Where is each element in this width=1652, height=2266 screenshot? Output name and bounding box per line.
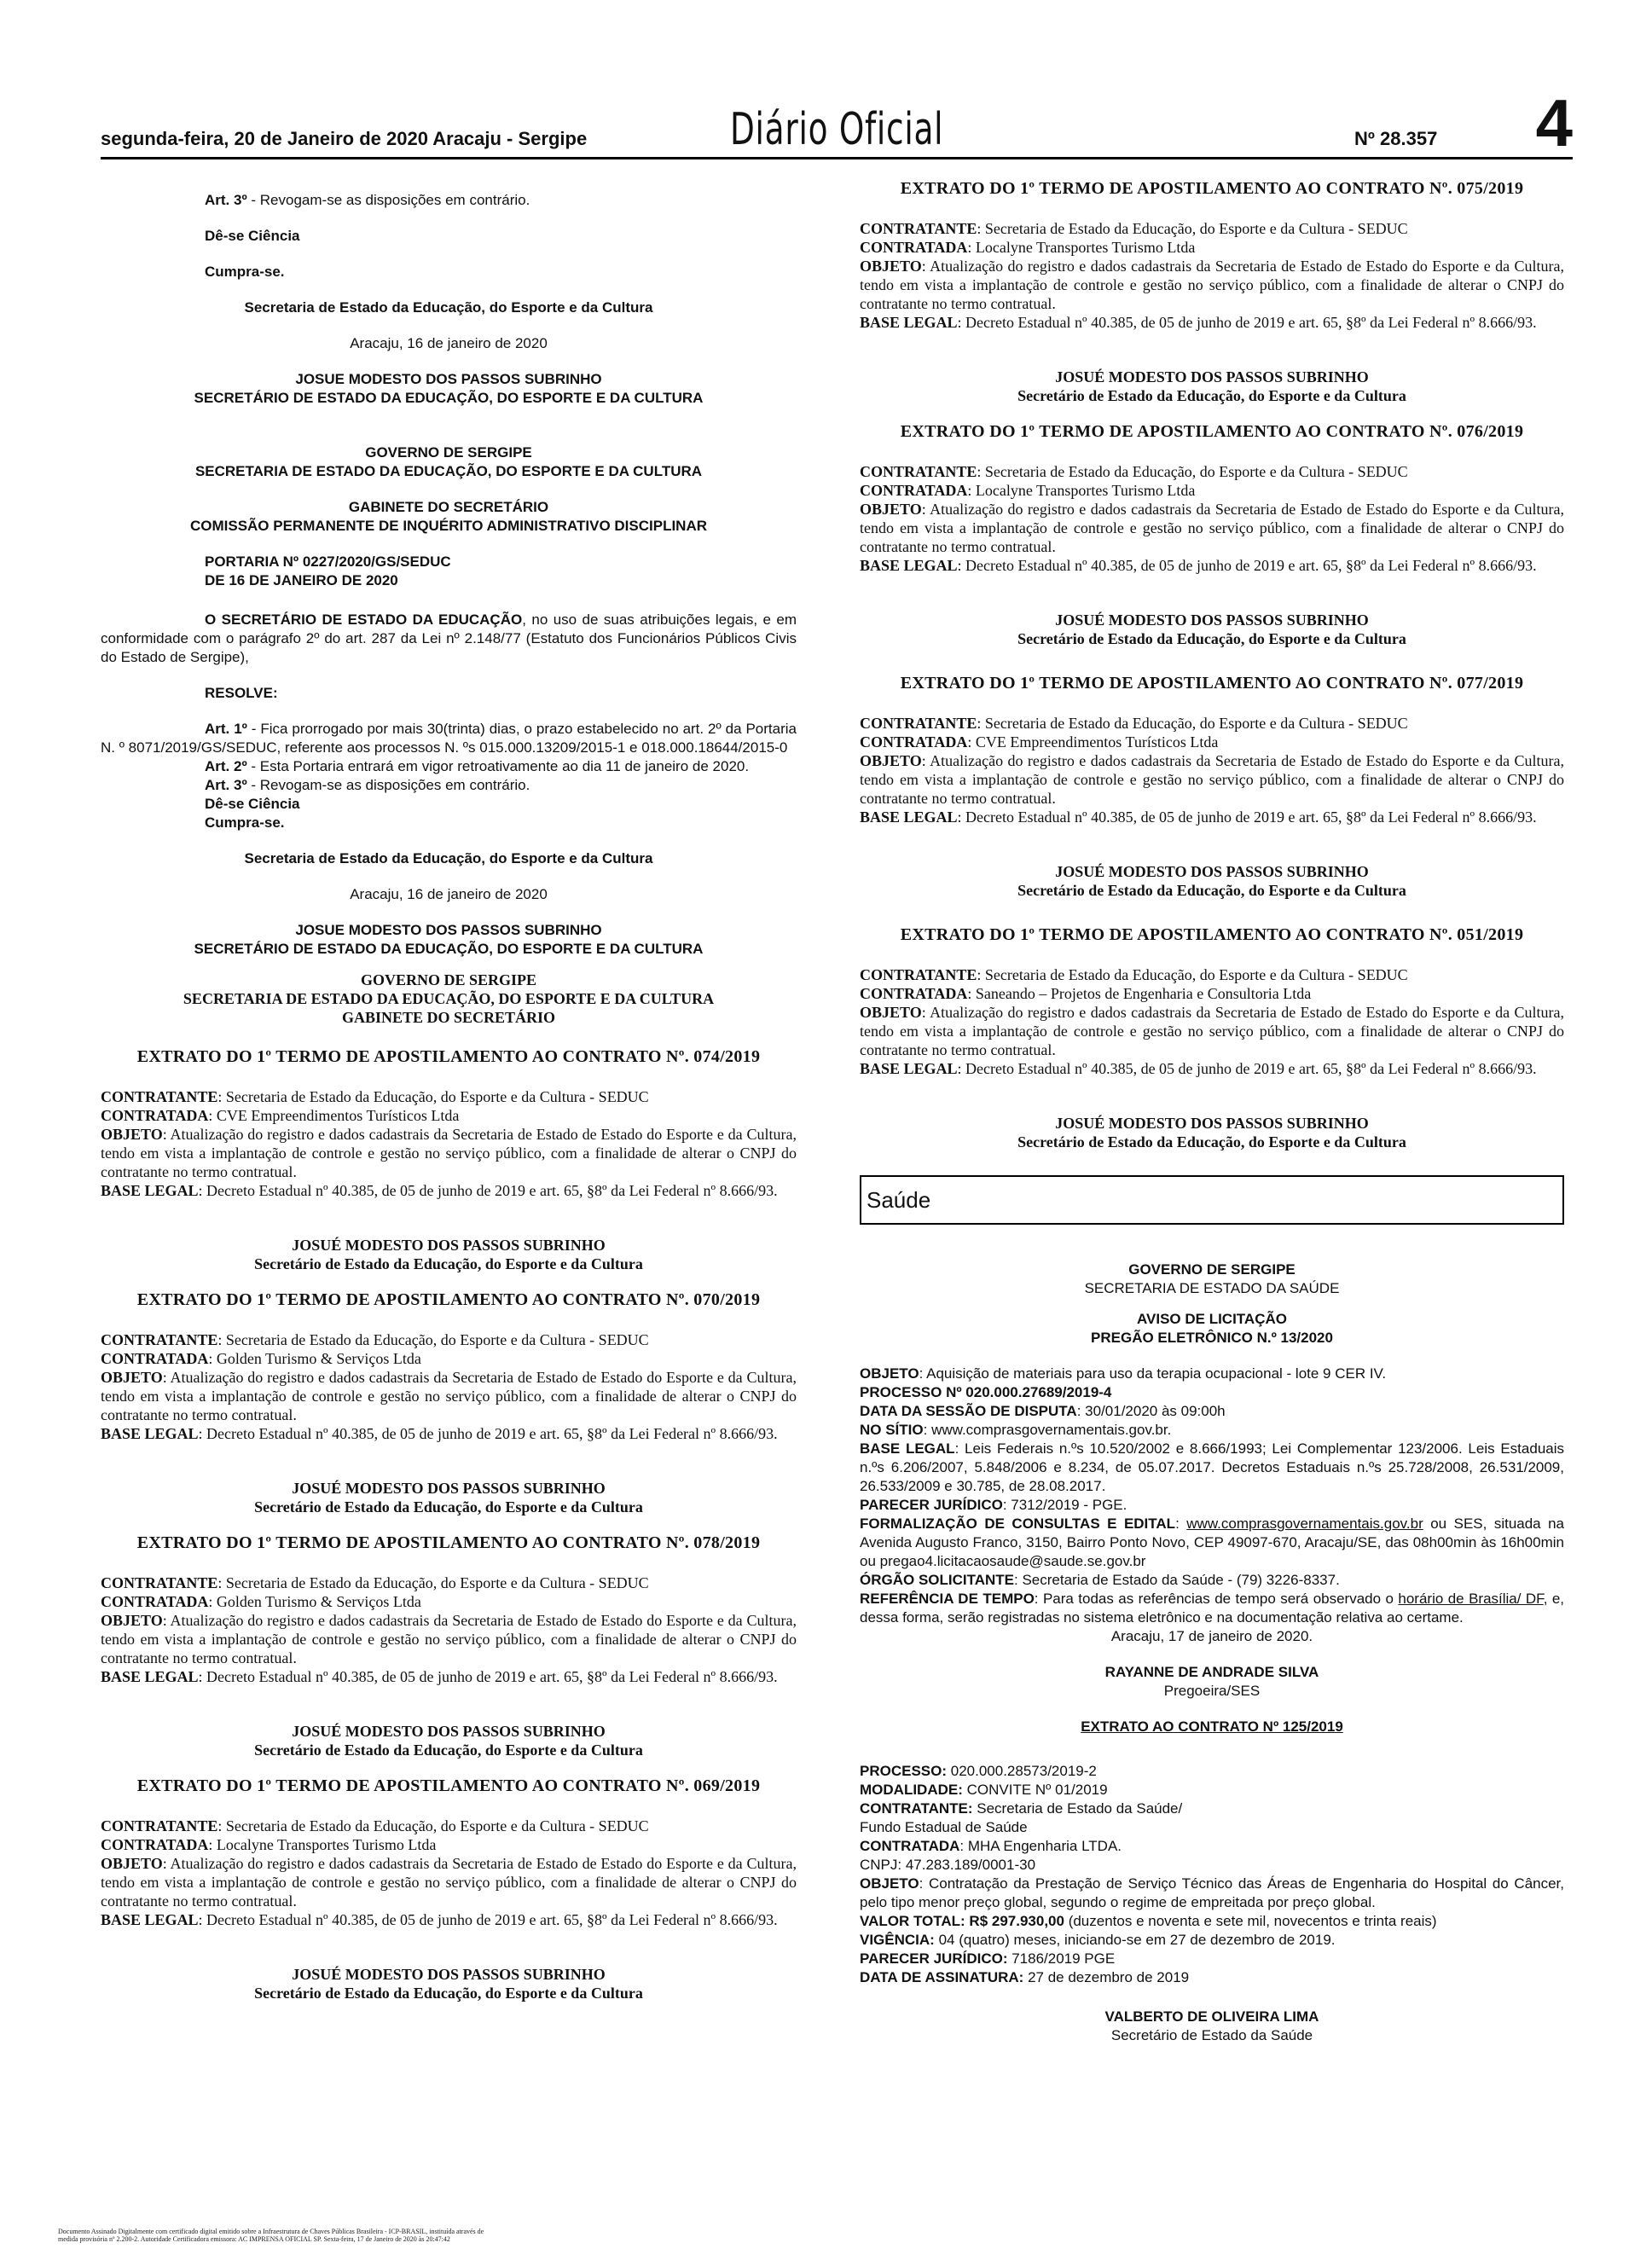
contratada-value: : Golden Turismo & Serviços Ltda [208, 1350, 421, 1367]
e-valor-line [860, 1912, 1564, 1931]
de-se-ciencia: Dê-se Ciência [205, 228, 300, 244]
contratante-label: CONTRATANTE [860, 715, 977, 732]
referencia-line [860, 1590, 1564, 1627]
contratada-line [860, 238, 1564, 257]
e-parecer-value: 7186/2019 PGE [1007, 1950, 1116, 1967]
art3-text: - Revogam-se as disposições em contrário. [246, 192, 530, 208]
contratante-value: : Secretaria de Estado da Educação, do Esporte e da Cultura - SEDUC [977, 715, 1408, 732]
contratante-line [860, 714, 1564, 733]
base-legal-label: BASE LEGAL [101, 1182, 199, 1199]
extrato-title: EXTRATO DO 1º TERMO DE APOSTILAMENTO AO CONTRATO Nº. 069/2019 [136, 1776, 761, 1795]
processo-line: PROCESSO Nº 020.000.27689/2019-4 [860, 1384, 1112, 1400]
art3-text-2: - Revogam-se as disposições em contrário. [246, 777, 530, 793]
left-column [101, 179, 797, 2002]
objeto-label: OBJETO [101, 1855, 163, 1872]
objeto-label: OBJETO [101, 1126, 163, 1143]
resolve-heading: RESOLVE: [205, 685, 278, 701]
licitacao-body [860, 1365, 1564, 1646]
e-modalidade-label: MODALIDADE: [860, 1782, 963, 1798]
formalizacao-value: ou SES, situada na Avenida Augusto Franco, 3150, Bairro Ponto Novo, CEP 49097-670, Aracaju/SE, das 08h00min às 16h00min ou pregao4.licitacaosaude@saude.se.gov.br [860, 1515, 1565, 1569]
objeto-line [101, 1854, 797, 1910]
art1-paragraph [101, 720, 797, 757]
contratada-label: CONTRATADA [860, 482, 968, 499]
contratada-line [860, 733, 1564, 751]
e-cnpj-line: CNPJ: 47.283.189/0001-30 [860, 1857, 1036, 1873]
saude-gov: GOVERNO DE SERGIPE [1128, 1261, 1296, 1278]
gov-heading: GOVERNO DE SERGIPE [365, 444, 532, 461]
extrato-signature-name: JOSUÉ MODESTO DOS PASSOS SUBRINHO [292, 1237, 606, 1254]
objeto-line [860, 257, 1564, 313]
extrato-signature-name: JOSUÉ MODESTO DOS PASSOS SUBRINHO [292, 1966, 606, 1983]
contratante-line [101, 1817, 797, 1835]
objeto-label: OBJETO [860, 501, 922, 518]
base-legal-value: : Decreto Estadual nº 40.385, de 05 de junho de 2019 e art. 65, §8º da Lei Federal nº 8.666/93. [957, 808, 1537, 826]
base-legal-line [101, 1910, 797, 1929]
contratada-label: CONTRATADA [101, 1107, 209, 1124]
referencia-pre: : Para todas as referências de tempo será observado o [1034, 1591, 1399, 1607]
contratante-label: CONTRATANTE [101, 1088, 218, 1105]
secretario-saude-name: VALBERTO DE OLIVEIRA LIMA [1104, 2008, 1319, 2025]
contratada-value: : Saneando – Projetos de Engenharia e Consultoria Ltda [967, 985, 1312, 1002]
pregoeira-title: Pregoeira/SES [1163, 1683, 1261, 1699]
signature-name-2: JOSUE MODESTO DOS PASSOS SUBRINHO [295, 922, 602, 938]
gab-heading: GABINETE DO SECRETÁRIO [348, 499, 549, 515]
signature-name: JOSUE MODESTO DOS PASSOS SUBRINHO [295, 371, 602, 387]
aviso-heading: AVISO DE LICITAÇÃO [1137, 1311, 1287, 1327]
contratada-label: CONTRATADA [860, 733, 968, 751]
extrato-body [860, 714, 1564, 826]
contratante-value: : Secretaria de Estado da Educação, do Esporte e da Cultura - SEDUC [217, 1574, 649, 1591]
contratante-value: : Secretaria de Estado da Educação, do Esporte e da Cultura - SEDUC [977, 966, 1408, 983]
extrato-body [101, 1817, 797, 1929]
contratante-line [101, 1330, 797, 1349]
e-vigencia-value: 04 (quatro) meses, iniciando-se em 27 de dezembro de 2019. [934, 1932, 1336, 1948]
objeto-value: : Atualização do registro e dados cadastrais da Secretaria de Estado de Estado do Esporte e da Cultura, tendo em vista a implantação de controle e gestão no serviço público, com a finalidade de alterar o CNPJ do contratante no termo contratual. [101, 1612, 797, 1666]
contratada-value: : Golden Turismo & Serviços Ltda [208, 1593, 421, 1610]
e-valor-value: (duzentos e noventa e sete mil, novecentos e trinta reais) [1064, 1913, 1437, 1929]
portaria-date: DE 16 DE JANEIRO DE 2020 [205, 572, 398, 588]
formalizacao-line [860, 1515, 1564, 1571]
contratante-value: : Secretaria de Estado da Educação, do Esporte e da Cultura - SEDUC [977, 463, 1408, 480]
base-legal-value: : Decreto Estadual nº 40.385, de 05 de junho de 2019 e art. 65, §8º da Lei Federal nº 8.666/93. [198, 1182, 778, 1199]
objeto-line [860, 1003, 1564, 1059]
e-contratada-line [860, 1837, 1564, 1856]
base-legal-line [860, 1059, 1564, 1078]
portaria-intro [101, 611, 797, 667]
e-processo-line [860, 1762, 1564, 1781]
objeto-label: OBJETO [860, 1365, 919, 1382]
objeto-value: : Atualização do registro e dados cadastrais da Secretaria de Estado de Estado do Esporte e da Cultura, tendo em vista a implantação de controle e gestão no serviço público, com a finalidade de alterar o CNPJ do contratante no termo contratual. [860, 258, 1564, 312]
extrato-signature-title: Secretário de Estado da Educação, do Esporte e da Cultura [1017, 882, 1406, 899]
right-column [860, 179, 1564, 2045]
contratante-label: CONTRATANTE [101, 1574, 218, 1591]
newspaper-title: Diário Oficial [730, 104, 944, 155]
base-legal-value: : Decreto Estadual nº 40.385, de 05 de junho de 2019 e art. 65, §8º da Lei Federal nº 8.666/93. [198, 1425, 778, 1442]
base-legal-label: BASE LEGAL [101, 1911, 199, 1928]
e-contratante-label: CONTRATANTE: [860, 1800, 973, 1817]
extrato-signature-name: JOSUÉ MODESTO DOS PASSOS SUBRINHO [1055, 611, 1369, 629]
objeto-line [860, 1365, 1564, 1383]
date-line: Aracaju, 16 de janeiro de 2020 [350, 335, 548, 351]
contratada-label: CONTRATADA [101, 1350, 209, 1367]
art3-label-2: Art. 3º [205, 777, 247, 793]
contratante-value: : Secretaria de Estado da Educação, do Esporte e da Cultura - SEDUC [217, 1088, 649, 1105]
date-line-2: Aracaju, 16 de janeiro de 2020 [350, 886, 548, 902]
contratada-value: : Localyne Transportes Turismo Ltda [967, 482, 1196, 499]
objeto-label: OBJETO [860, 752, 922, 769]
objeto-line [101, 1368, 797, 1424]
e-processo-label: PROCESSO: [860, 1763, 948, 1779]
saude-date: Aracaju, 17 de janeiro de 2020. [1110, 1628, 1313, 1644]
base-legal-label: BASE LEGAL [860, 557, 958, 574]
gab-heading-2: GABINETE DO SECRETÁRIO [341, 1009, 556, 1026]
contratada-value: : Localyne Transportes Turismo Ltda [208, 1836, 437, 1853]
orgao-label: ÓRGÃO SOLICITANTE [860, 1572, 1015, 1588]
contratada-value: : CVE Empreendimentos Turísticos Ltda [967, 733, 1219, 751]
extrato-title: EXTRATO DO 1º TERMO DE APOSTILAMENTO AO CONTRATO Nº. 077/2019 [900, 674, 1524, 693]
e-objeto-value: : Contratação da Prestação de Serviço Técnico das Áreas de Engenharia do Hospital do Câncer, pelo tipo menor preço global, segundo o regime de empreitada por preço global. [860, 1875, 1564, 1910]
contratada-value: : CVE Empreendimentos Turísticos Ltda [208, 1107, 460, 1124]
base-legal-value: : Decreto Estadual nº 40.385, de 05 de junho de 2019 e art. 65, §8º da Lei Federal nº 8.666/93. [198, 1668, 778, 1685]
objeto-label: OBJETO [101, 1612, 163, 1629]
contratante-line [860, 219, 1564, 238]
base-legal-line [860, 808, 1564, 826]
base-legal-value: : Leis Federais n.ºs 10.520/2002 e 8.666/1993; Lei Complementar 123/2006. Leis Estaduais n.ºs 6.206/2007, 5.848/2006 e 8.234, de 05.07.2017. Decretos Estaduais n.ºs 25.728/2008, 26.531/2009, 26.533/2009 e 30.785, de 28.08.2017. [860, 1440, 1564, 1494]
parecer-value: : 7312/2019 - PGE. [1002, 1497, 1127, 1513]
extrato-signature-name: JOSUÉ MODESTO DOS PASSOS SUBRINHO [1055, 368, 1369, 385]
extrato-signature-name: JOSUÉ MODESTO DOS PASSOS SUBRINHO [1055, 1115, 1369, 1132]
e-vigencia-label: VIGÊNCIA: [860, 1932, 935, 1948]
sitio-line [860, 1421, 1564, 1440]
sitio-label: NO SÍTIO [860, 1422, 924, 1438]
contratante-label: CONTRATANTE [101, 1817, 218, 1834]
sessao-label: DATA DA SESSÃO DE DISPUTA [860, 1403, 1077, 1419]
contratante-label: CONTRATANTE [860, 966, 977, 983]
page-number: 4 [1535, 85, 1573, 160]
contratada-line [101, 1106, 797, 1125]
e-valor-label: VALOR TOTAL: R$ 297.930,00 [860, 1913, 1064, 1929]
signature-title: SECRETÁRIO DE ESTADO DA EDUCAÇÃO, DO ESPORTE E DA CULTURA [194, 390, 704, 406]
objeto-line [101, 1611, 797, 1667]
extrato-body [101, 1330, 797, 1443]
pregoeira-name: RAYANNE DE ANDRADE SILVA [1104, 1664, 1319, 1680]
e-objeto-label: OBJETO [860, 1875, 919, 1892]
base-legal-line [860, 313, 1564, 332]
extrato-signature-title: Secretário de Estado da Educação, do Esporte e da Cultura [254, 1742, 643, 1759]
objeto-line [101, 1125, 797, 1181]
base-legal-label: BASE LEGAL [101, 1425, 199, 1442]
parecer-label: PARECER JURÍDICO [860, 1497, 1003, 1513]
base-legal-label: BASE LEGAL [860, 1440, 955, 1457]
de-se-ciencia-2: Dê-se Ciência [205, 796, 300, 812]
digital-signature-footnote: Documento Assinado Digitalmente com certificado digital emitido sobre a Infraestrutura de Chaves Públicas Brasileira - ICP-BRASIL, instituída através de medida provisória nº 2.200-2. Autoridade Certificadora emissora: AC IMPRENSA OFICIAL SP. Sexta-feira, 17 de Janeiro de 2020 às 20:47:42 [58, 2228, 484, 2243]
extrato-body [860, 965, 1564, 1078]
extrato-signature-title: Secretário de Estado da Educação, do Esporte e da Cultura [1017, 630, 1406, 647]
e-modalidade-value: CONVITE Nº 01/2019 [962, 1782, 1108, 1798]
saude-sec: SECRETARIA DE ESTADO DA SAÚDE [1084, 1280, 1340, 1296]
art1-label: Art. 1º [205, 721, 247, 737]
art2-label: Art. 2º [205, 758, 247, 774]
contratada-label: CONTRATADA [101, 1593, 209, 1610]
sec-heading-2: SECRETARIA DE ESTADO DA EDUCAÇÃO, DO ESPORTE E DA CULTURA [183, 990, 715, 1007]
objeto-value: : Atualização do registro e dados cadastrais da Secretaria de Estado de Estado do Esporte e da Cultura, tendo em vista a implantação de controle e gestão no serviço público, com a finalidade de alterar o CNPJ do contratante no termo contratual. [101, 1126, 797, 1180]
commission-heading: COMISSÃO PERMANENTE DE INQUÉRITO ADMINISTRATIVO DISCIPLINAR [189, 518, 708, 534]
orgao-value: : Secretaria de Estado da Saúde - (79) 3226-8337. [1014, 1572, 1340, 1588]
e-assinatura-label: DATA DE ASSINATURA: [860, 1969, 1024, 1985]
e-contratada-value: : MHA Engenharia LTDA. [959, 1838, 1122, 1854]
contratante-line [860, 462, 1564, 481]
extrato-title: EXTRATO DO 1º TERMO DE APOSTILAMENTO AO CONTRATO Nº. 076/2019 [900, 422, 1524, 441]
section-heading-saude: Saúde [860, 1175, 1564, 1225]
signature-title-2: SECRETÁRIO DE ESTADO DA EDUCAÇÃO, DO ESPORTE E DA CULTURA [194, 941, 704, 957]
gov-heading-2: GOVERNO DE SERGIPE [360, 971, 537, 988]
e-objeto-line [860, 1875, 1564, 1912]
referencia-value: , e, dessa forma, serão registradas no sistema eletrônico e na documentação relativa ao certame. [860, 1591, 1565, 1626]
extrato-title: EXTRATO DO 1º TERMO DE APOSTILAMENTO AO CONTRATO Nº. 070/2019 [136, 1290, 761, 1309]
base-legal-line [860, 556, 1564, 575]
base-legal-label: BASE LEGAL [860, 314, 958, 331]
contratante-label: CONTRATANTE [860, 220, 977, 237]
secretario-saude-title: Secretário de Estado da Saúde [1110, 2027, 1313, 2043]
e-parecer-line [860, 1950, 1564, 1968]
sessao-value: : 30/01/2020 às 09:00h [1076, 1403, 1226, 1419]
contratada-line [101, 1592, 797, 1611]
extrato-body [101, 1087, 797, 1200]
objeto-value: : Atualização do registro e dados cadastrais da Secretaria de Estado de Estado do Esporte e da Cultura, tendo em vista a implantação de controle e gestão no serviço público, com a finalidade de alterar o CNPJ do contratante no termo contratual. [101, 1369, 797, 1423]
contratante-label: CONTRATANTE [101, 1331, 218, 1348]
intro-text: , no uso de suas atribuições legais, e em conformidade com o parágrafo 2º do art. 287 da Lei nº 2.148/77 (Estatuto dos Funcionários Públicos Civis do Estado de Sergipe), [101, 611, 797, 665]
contratada-label: CONTRATADA [860, 985, 968, 1002]
e-assinatura-value: 27 de dezembro de 2019 [1023, 1969, 1190, 1985]
extrato-body [860, 462, 1564, 575]
orgao-line [860, 1571, 1564, 1590]
extrato-signature-name: JOSUÉ MODESTO DOS PASSOS SUBRINHO [292, 1480, 606, 1497]
art2-paragraph [101, 757, 797, 776]
extrato-title: EXTRATO DO 1º TERMO DE APOSTILAMENTO AO CONTRATO Nº. 078/2019 [136, 1533, 761, 1552]
contratada-label: CONTRATADA [860, 239, 968, 256]
extrato-title: EXTRATO DO 1º TERMO DE APOSTILAMENTO AO CONTRATO Nº. 051/2019 [900, 925, 1524, 944]
intro-bold: O SECRETÁRIO DE ESTADO DA EDUCAÇÃO [205, 611, 523, 628]
sessao-line [860, 1402, 1564, 1421]
formalizacao-sep: : [1175, 1515, 1187, 1532]
objeto-value: : Atualização do registro e dados cadastrais da Secretaria de Estado de Estado do Esporte e da Cultura, tendo em vista a implantação de controle e gestão no serviço público, com a finalidade de alterar o CNPJ do contratante no termo contratual. [860, 501, 1564, 555]
e-assinatura-line [860, 1968, 1564, 1987]
pregao-heading: PREGÃO ELETRÔNICO N.º 13/2020 [1091, 1330, 1333, 1346]
base-legal-value: : Decreto Estadual nº 40.385, de 05 de junho de 2019 e art. 65, §8º da Lei Federal nº 8.666/93. [198, 1911, 778, 1928]
issue-date: segunda-feira, 20 de Janeiro de 2020 Aracaju - Sergipe [101, 128, 588, 149]
portaria-number: PORTARIA Nº 0227/2020/GS/SEDUC [205, 553, 451, 570]
base-legal-line [101, 1181, 797, 1200]
e-modalidade-line [860, 1781, 1564, 1799]
objeto-line [860, 751, 1564, 808]
cumpra-se: Cumpra-se. [205, 264, 285, 280]
contratada-value: : Localyne Transportes Turismo Ltda [967, 239, 1196, 256]
contratante-line [101, 1573, 797, 1592]
base-legal-line [101, 1424, 797, 1443]
base-legal-line [860, 1440, 1564, 1496]
base-legal-label: BASE LEGAL [860, 1060, 958, 1077]
extrato-signature-title: Secretário de Estado da Educação, do Esporte e da Cultura [254, 1985, 643, 2002]
extrato-body [860, 219, 1564, 332]
e-contratada-label: CONTRATADA [860, 1838, 960, 1854]
formalizacao-label: FORMALIZAÇÃO DE CONSULTAS E EDITAL [860, 1515, 1176, 1532]
contratada-line [101, 1835, 797, 1854]
e-contratante-line [860, 1799, 1564, 1818]
art3-label: Art. 3º [205, 192, 247, 208]
extrato-signature-title: Secretário de Estado da Educação, do Esporte e da Cultura [1017, 387, 1406, 404]
horario-link: horário de Brasília/ DF [1398, 1591, 1544, 1607]
art1-text: - Fica prorrogado por mais 30(trinta) dias, o prazo estabelecido no art. 2º da Portaria N. º 8071/2019/GS/SEDUC, referente aos processos N. ºs 015.000.13209/2015-1 e 018.000.18644/2015-0 [101, 721, 797, 756]
parecer-line [860, 1496, 1564, 1515]
referencia-label: REFERÊNCIA DE TEMPO [860, 1591, 1035, 1607]
compras-link[interactable]: www.comprasgovernamentais.gov.br [1186, 1515, 1423, 1532]
contratada-line [860, 481, 1564, 500]
e-parecer-label: PARECER JURÍDICO: [860, 1950, 1008, 1967]
contratante-line [860, 965, 1564, 984]
contratante-line [101, 1087, 797, 1106]
extrato-signature-title: Secretário de Estado da Educação, do Esporte e da Cultura [254, 1255, 643, 1272]
contratante-value: : Secretaria de Estado da Educação, do Esporte e da Cultura - SEDUC [977, 220, 1408, 237]
objeto-label: OBJETO [860, 1004, 922, 1021]
contratada-line [860, 984, 1564, 1003]
contratante-label: CONTRATANTE [860, 463, 977, 480]
sec-heading: SECRETARIA DE ESTADO DA EDUCAÇÃO, DO ESPORTE E DA CULTURA [194, 463, 703, 479]
base-legal-label: BASE LEGAL [860, 808, 958, 826]
objeto-label: OBJETO [860, 258, 922, 275]
extrato-signature-name: JOSUÉ MODESTO DOS PASSOS SUBRINHO [292, 1723, 606, 1740]
extrato-title: EXTRATO DO 1º TERMO DE APOSTILAMENTO AO CONTRATO Nº. 075/2019 [900, 179, 1524, 198]
sitio-value: : www.comprasgovernamentais.gov.br. [923, 1422, 1172, 1438]
page-header [101, 85, 1573, 159]
extrato-title: EXTRATO DO 1º TERMO DE APOSTILAMENTO AO CONTRATO Nº. 074/2019 [136, 1047, 761, 1066]
objeto-line [860, 500, 1564, 556]
art2-text: - Esta Portaria entrará em vigor retroativamente ao dia 11 de janeiro de 2020. [246, 758, 750, 774]
objeto-value: : Atualização do registro e dados cadastrais da Secretaria de Estado de Estado do Esporte e da Cultura, tendo em vista a implantação de controle e gestão no serviço público, com a finalidade de alterar o CNPJ do contratante no termo contratual. [860, 752, 1564, 807]
contratada-line [101, 1349, 797, 1368]
extrato-contrato-body [860, 1762, 1564, 1987]
e-contratante-line-2: Fundo Estadual de Saúde [860, 1819, 1028, 1835]
base-legal-value: : Decreto Estadual nº 40.385, de 05 de junho de 2019 e art. 65, §8º da Lei Federal nº 8.666/93. [957, 314, 1537, 331]
secretaria-line-2: Secretaria de Estado da Educação, do Esporte e da Cultura [244, 850, 653, 866]
extrato-contrato-title: EXTRATO AO CONTRATO Nº 125/2019 [1081, 1718, 1343, 1735]
objeto-value: : Atualização do registro e dados cadastrais da Secretaria de Estado de Estado do Esporte e da Cultura, tendo em vista a implantação de controle e gestão no serviço público, com a finalidade de alterar o CNPJ do contratante no termo contratual. [860, 1004, 1564, 1058]
objeto-value: : Aquisição de materiais para uso da terapia ocupacional - lote 9 CER IV. [919, 1365, 1387, 1382]
e-contratante-value: Secretaria de Estado da Saúde/ [972, 1800, 1183, 1817]
extrato-signature-title: Secretário de Estado da Educação, do Esporte e da Cultura [254, 1498, 643, 1515]
extrato-body [101, 1573, 797, 1686]
art3-line [101, 191, 797, 210]
art3-paragraph [101, 776, 797, 795]
cumpra-se-2: Cumpra-se. [205, 814, 285, 831]
contratada-label: CONTRATADA [101, 1836, 209, 1853]
objeto-label: OBJETO [101, 1369, 163, 1386]
e-processo-value: 020.000.28573/2019-2 [947, 1763, 1097, 1779]
base-legal-value: : Decreto Estadual nº 40.385, de 05 de junho de 2019 e art. 65, §8º da Lei Federal nº 8.666/93. [957, 1060, 1537, 1077]
secretaria-line: Secretaria de Estado da Educação, do Esporte e da Cultura [244, 299, 653, 316]
e-vigencia-line [860, 1931, 1564, 1950]
extrato-signature-title: Secretário de Estado da Educação, do Esporte e da Cultura [1017, 1133, 1406, 1150]
extrato-signature-name: JOSUÉ MODESTO DOS PASSOS SUBRINHO [1055, 863, 1369, 880]
contratante-value: : Secretaria de Estado da Educação, do Esporte e da Cultura - SEDUC [217, 1331, 649, 1348]
objeto-value: : Atualização do registro e dados cadastrais da Secretaria de Estado de Estado do Esporte e da Cultura, tendo em vista a implantação de controle e gestão no serviço público, com a finalidade de alterar o CNPJ do contratante no termo contratual. [101, 1855, 797, 1910]
contratante-value: : Secretaria de Estado da Educação, do Esporte e da Cultura - SEDUC [217, 1817, 649, 1834]
base-legal-line [101, 1667, 797, 1686]
base-legal-label: BASE LEGAL [101, 1668, 199, 1685]
issue-number: Nº 28.357 [1354, 128, 1438, 149]
base-legal-value: : Decreto Estadual nº 40.385, de 05 de junho de 2019 e art. 65, §8º da Lei Federal nº 8.666/93. [957, 557, 1537, 574]
